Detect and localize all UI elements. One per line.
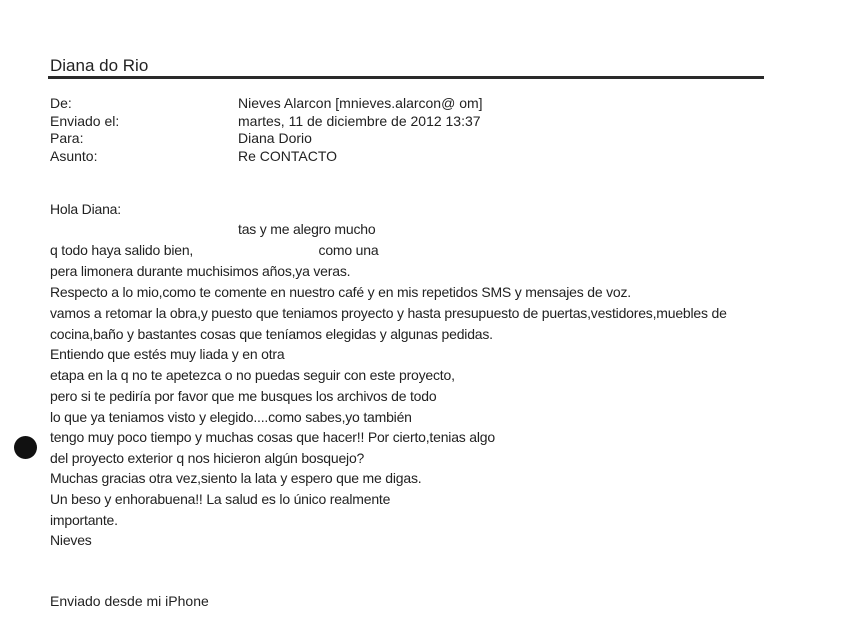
body-line: cocina,baño y bastantes cosas que teníamos elegidas y algunas pedidas. [50, 326, 493, 342]
body-line: Entiendo que estés muy liada y en otra [50, 346, 285, 362]
title-divider [48, 76, 764, 79]
document-title: Diana do Rio [50, 56, 149, 75]
email-signature: Enviado desde mi iPhone [50, 593, 209, 609]
body-line: vamos a retomar la obra,y puesto que teniamos proyecto y hasta presupuesto de puertas,vestidores,muebles de [50, 305, 727, 321]
sent-value: martes, 11 de diciembre de 2012 13:37 [238, 113, 481, 129]
body-line: Hola Diana: [50, 201, 121, 217]
body-line: tas y me alegro mucho [238, 221, 376, 237]
body-line: etapa en la q no te apetezca o no puedas seguir con este proyecto, [50, 367, 455, 383]
from-value: Nieves Alarcon [mnieves.alarcon@ om] [238, 95, 483, 111]
to-label: Para: [50, 130, 84, 146]
body-line: del proyecto exterior q nos hicieron algún bosquejo? [50, 450, 365, 466]
sent-label: Enviado el: [50, 113, 120, 129]
body-line: q todo haya salido bien, como una [50, 242, 379, 258]
body-line: Un beso y enhorabuena!! La salud es lo único realmente [50, 491, 391, 507]
body-line: Respecto a lo mio,como te comente en nuestro café y en mis repetidos SMS y mensajes de voz. [50, 284, 631, 300]
body-line: tengo muy poco tiempo y muchas cosas que hacer!! Por cierto,tenias algo [50, 429, 495, 445]
punch-hole-mark [14, 436, 37, 459]
to-value: Diana Dorio [238, 130, 312, 146]
subject-label: Asunto: [50, 148, 98, 164]
from-label: De: [50, 95, 72, 111]
body-line: pera limonera durante muchisimos años,ya veras. [50, 263, 351, 279]
body-line: importante. [50, 512, 118, 528]
body-line: pero si te pediría por favor que me busques los archivos de todo [50, 388, 437, 404]
body-line: lo que ya teniamos visto y elegido....como sabes,yo también [50, 409, 412, 425]
body-line: Muchas gracias otra vez,siento la lata y espero que me digas. [50, 470, 422, 486]
body-line: Nieves [50, 532, 92, 548]
subject-value: Re CONTACTO [238, 148, 338, 164]
